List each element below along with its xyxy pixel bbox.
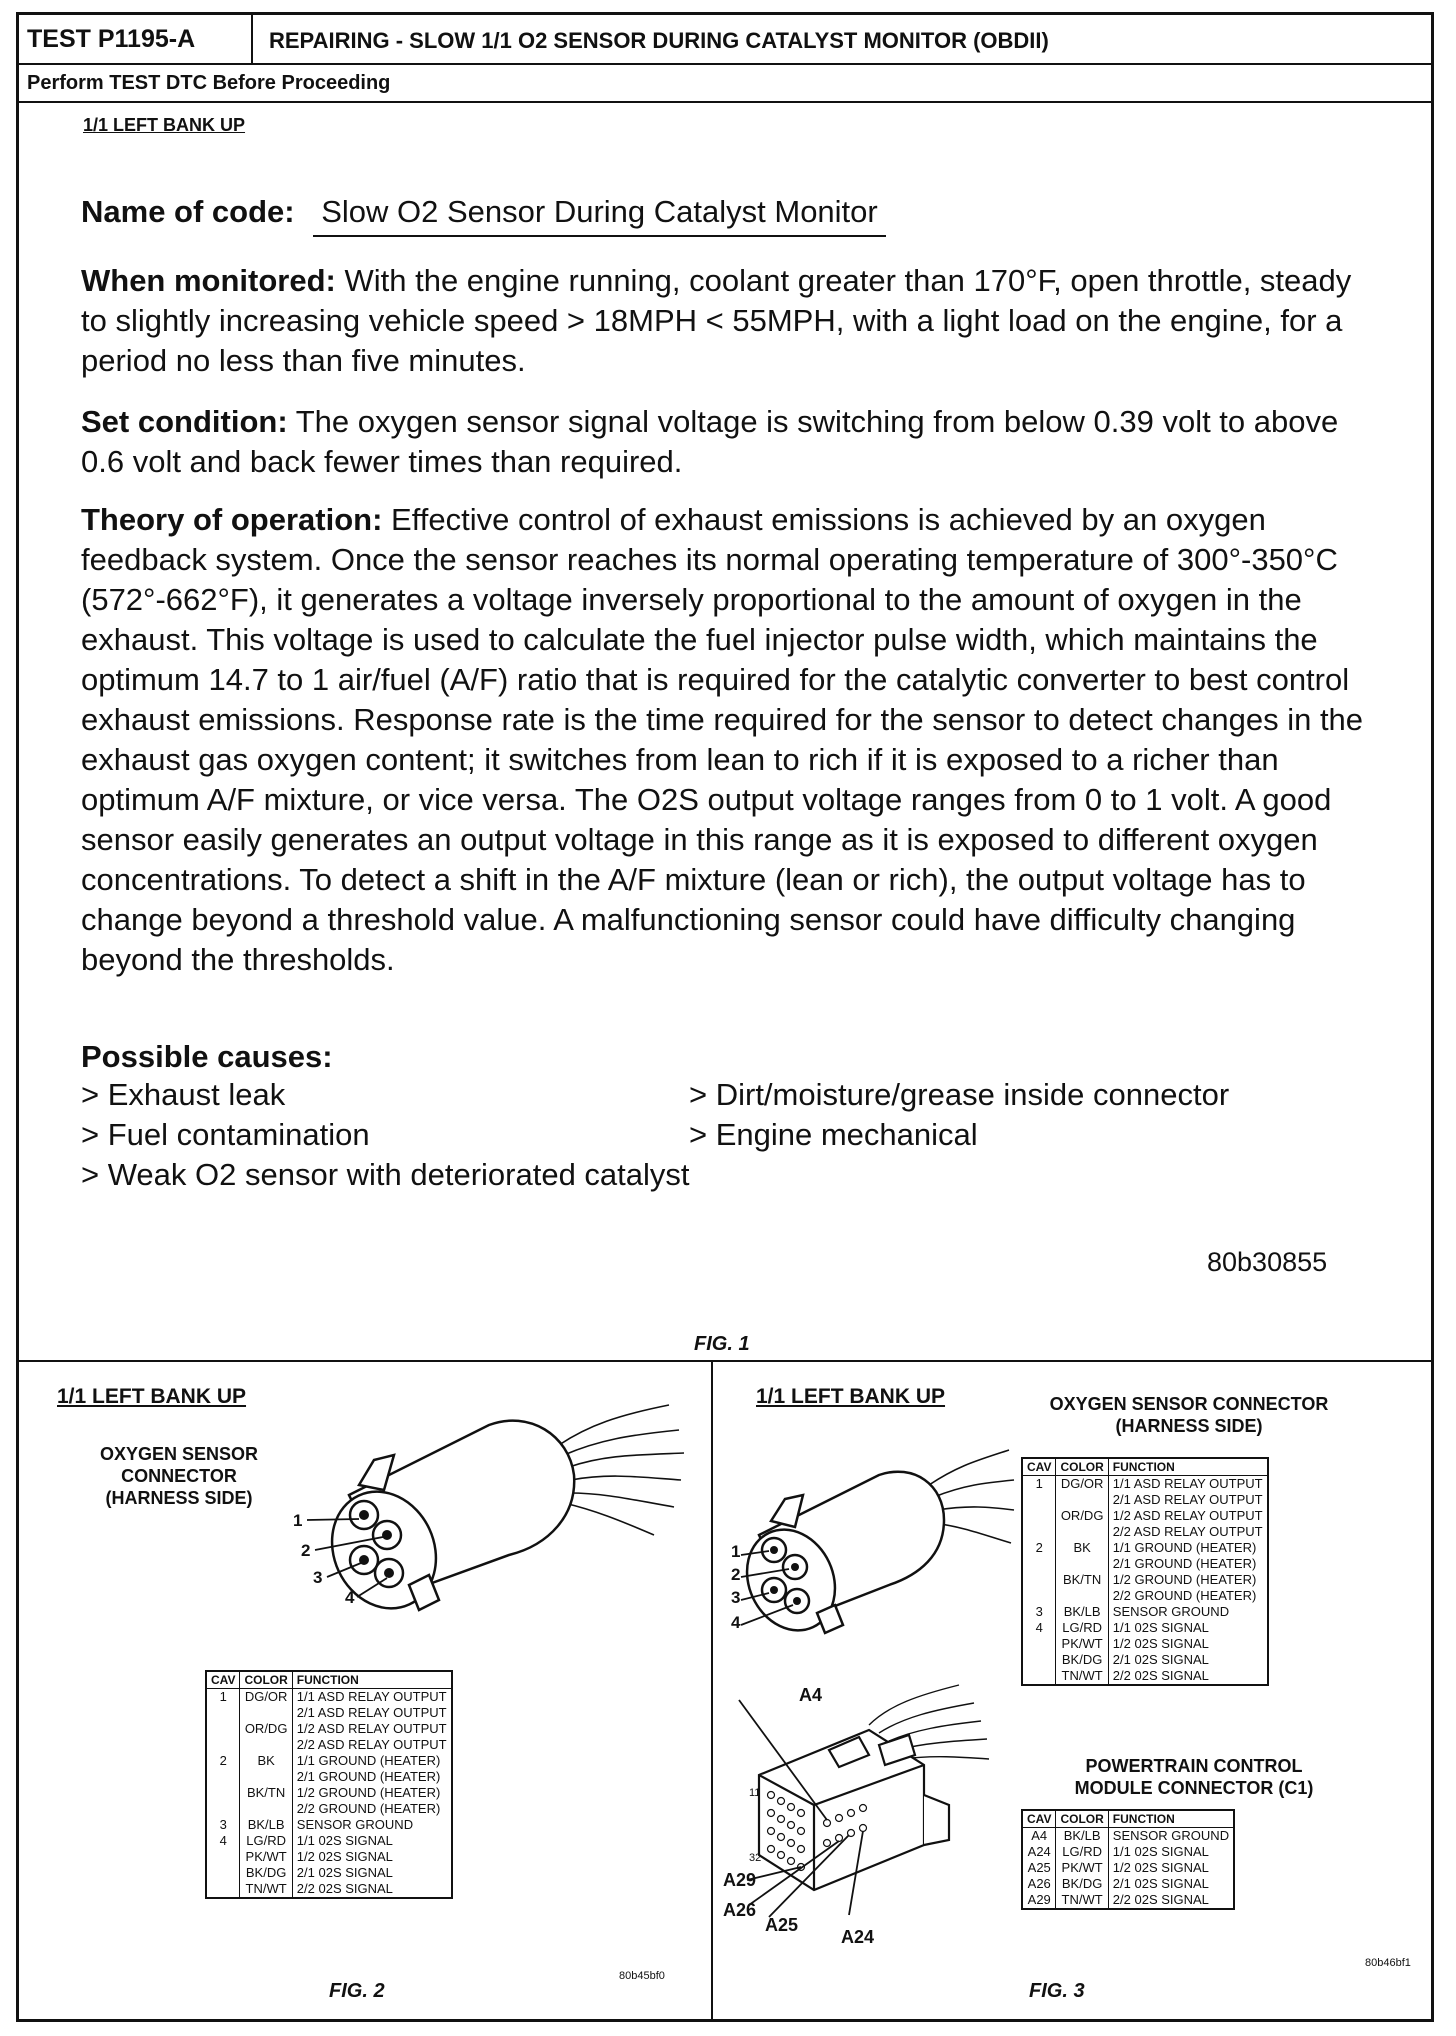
table-row <box>206 1689 452 1706</box>
pcm-pin-label: A4 <box>799 1685 823 1705</box>
fig2-cavity-table <box>205 1670 453 1899</box>
name-value: Slow O2 Sensor During Catalyst Monitor <box>313 192 886 237</box>
color-cell <box>1056 1492 1108 1508</box>
fig3-connector-drawing <box>719 1435 1019 1655</box>
table-row <box>206 1849 452 1865</box>
cav-cell: 3 <box>1022 1604 1056 1620</box>
pcm-pin-number: 32 <box>749 1852 762 1864</box>
function-cell: SENSOR GROUND <box>1108 1604 1267 1620</box>
reference-code: 80b30855 <box>1207 1247 1328 1277</box>
pin-label: 4 <box>731 1613 741 1632</box>
function-cell: 1/1 02S SIGNAL <box>292 1833 451 1849</box>
fig2-section-label: 1/1 LEFT BANK UP <box>57 1385 247 1408</box>
function-cell: 1/1 02S SIGNAL <box>1108 1620 1267 1636</box>
theory-text: Effective control of exhaust emissions is achieved by an oxygen feedback system. Once the sensor reaches its normal operating temperature of 300°-350°C (572°-662°F), it generates a voltage inversely proportional to the amount of oxygen in the exhaust. This voltage is used to calculate the fuel injector pulse width, which maintains the optimum 14.7 to 1 air/fuel (A/F) ratio that is required for the catalytic converter to best control exhaust emissions. Response rate is the time required for the sensor to detect changes in the exhaust gas oxygen content; it switches from lean to rich if it is exposed to a richer than optimum A/F mixture, or vice versa. The O2S output voltage ranges from 0 to 1 volt. A good sensor easily generates an output voltage in this range as it is exposed to different oxygen concentrations. To detect a shift in the A/F mixture (lean or rich), the output voltage has to change beyond a threshold value. A malfunctioning sensor could have difficulty changing beyond the thresholds. <box>81 502 1364 977</box>
function-cell: 1/1 02S SIGNAL <box>1108 1844 1234 1860</box>
function-cell: 1/2 02S SIGNAL <box>1108 1636 1267 1652</box>
color-cell <box>240 1705 292 1721</box>
fig3-o2-table <box>1021 1457 1269 1686</box>
test-id: TEST P1195-A <box>27 25 196 53</box>
fig3-pcm-table <box>1021 1809 1235 1910</box>
fig3-o2-title <box>1009 1393 1369 1437</box>
cav-cell <box>1022 1652 1056 1668</box>
cav-cell: 3 <box>206 1817 240 1833</box>
table-row <box>206 1753 452 1769</box>
subheader-row <box>19 65 1431 103</box>
cav-cell <box>1022 1572 1056 1588</box>
table-row <box>1022 1844 1234 1860</box>
cav-cell <box>1022 1588 1056 1604</box>
fig3-pcm-title <box>1034 1755 1354 1799</box>
table-header <box>1022 1810 1234 1828</box>
cav-cell: A24 <box>1022 1844 1056 1860</box>
cav-cell <box>1022 1636 1056 1652</box>
divider <box>19 1360 1431 1362</box>
cav-cell <box>206 1785 240 1801</box>
cav-cell <box>206 1881 240 1898</box>
color-cell: PK/WT <box>1056 1636 1108 1652</box>
cav-cell: A26 <box>1022 1876 1056 1892</box>
fig2-connector-label-line: OXYGEN SENSOR <box>99 1444 259 1464</box>
function-cell: 1/2 GROUND (HEATER) <box>1108 1572 1267 1588</box>
table-row <box>206 1705 452 1721</box>
function-cell: 2/2 GROUND (HEATER) <box>1108 1588 1267 1604</box>
table-row <box>1022 1828 1234 1845</box>
table-row <box>206 1769 452 1785</box>
fig2-connector-label-line: CONNECTOR <box>121 1466 237 1486</box>
table-row <box>1022 1668 1268 1685</box>
color-cell: TN/WT <box>240 1881 292 1898</box>
color-cell <box>1056 1588 1108 1604</box>
table-row <box>1022 1540 1268 1556</box>
color-cell: OR/DG <box>1056 1508 1108 1524</box>
function-cell: 2/2 ASD RELAY OUTPUT <box>1108 1524 1267 1540</box>
table-header <box>206 1671 452 1689</box>
header-row <box>19 15 1431 65</box>
table-row <box>1022 1524 1268 1540</box>
col-header: FUNCTION <box>1108 1810 1234 1828</box>
set-text: The oxygen sensor signal voltage is switching from below 0.39 volt to above 0.6 volt and back fewer times than required. <box>81 404 1339 479</box>
function-cell: 2/1 GROUND (HEATER) <box>1108 1556 1267 1572</box>
page-frame <box>16 12 1434 2022</box>
cause-item: > Exhaust leak <box>81 1077 286 1112</box>
color-cell: TN/WT <box>1056 1668 1108 1685</box>
pin-label: 1 <box>293 1511 303 1530</box>
table-row <box>206 1737 452 1753</box>
function-cell: 2/2 02S SIGNAL <box>1108 1668 1267 1685</box>
fig2-ref: 80b45bf0 <box>619 1970 665 1982</box>
function-cell: 2/1 02S SIGNAL <box>292 1865 451 1881</box>
when-label: When monitored: <box>81 263 336 298</box>
function-cell: SENSOR GROUND <box>1108 1828 1234 1845</box>
page-subtitle: Perform TEST DTC Before Proceeding <box>27 72 391 94</box>
section-label: 1/1 LEFT BANK UP <box>83 115 246 135</box>
pin-label: 4 <box>345 1588 355 1607</box>
cav-cell <box>1022 1524 1056 1540</box>
color-cell <box>1056 1524 1108 1540</box>
color-cell: BK/TN <box>240 1785 292 1801</box>
fig2-connector-label-line: (HARNESS SIDE) <box>105 1488 253 1508</box>
color-cell: BK/DG <box>1056 1876 1108 1892</box>
function-cell: 2/1 ASD RELAY OUTPUT <box>1108 1492 1267 1508</box>
fig3-section-label: 1/1 LEFT BANK UP <box>756 1385 946 1408</box>
header-divider <box>251 15 253 63</box>
name-label: Name of code: <box>81 194 295 229</box>
fig3-pcm-connector-drawing <box>719 1655 1019 1945</box>
function-cell: 1/1 ASD RELAY OUTPUT <box>1108 1476 1267 1493</box>
col-header: CAV <box>1022 1458 1056 1476</box>
col-header: FUNCTION <box>1108 1458 1267 1476</box>
color-cell: PK/WT <box>1056 1860 1108 1876</box>
theory-of-operation <box>81 500 1381 980</box>
col-header: COLOR <box>1056 1810 1108 1828</box>
color-cell: BK/LB <box>1056 1828 1108 1845</box>
cav-cell <box>1022 1556 1056 1572</box>
name-of-code <box>81 192 886 237</box>
cav-cell <box>206 1705 240 1721</box>
function-cell: 2/1 GROUND (HEATER) <box>292 1769 451 1785</box>
fig3-caption: FIG. 3 <box>1029 1980 1085 2002</box>
color-cell: BK/LB <box>1056 1604 1108 1620</box>
fig3-pcm-title-line: POWERTRAIN CONTROL <box>1085 1756 1303 1776</box>
color-cell: PK/WT <box>240 1849 292 1865</box>
cav-cell: A4 <box>1022 1828 1056 1845</box>
table-row <box>1022 1876 1234 1892</box>
table-row <box>1022 1572 1268 1588</box>
function-cell: 2/2 ASD RELAY OUTPUT <box>292 1737 451 1753</box>
cav-cell <box>206 1721 240 1737</box>
pin-label: 2 <box>301 1541 311 1560</box>
table-row <box>1022 1492 1268 1508</box>
function-cell: 1/2 GROUND (HEATER) <box>292 1785 451 1801</box>
pcm-pin-label: A25 <box>765 1915 799 1935</box>
connector-body-icon <box>731 1472 944 1645</box>
color-cell <box>240 1801 292 1817</box>
when-text: With the engine running, coolant greater than 170°F, open throttle, steady to slightly increasing vehicle speed > 18MPH < 55MPH, with a light load on the engine, for a period no less than five minutes. <box>81 263 1352 378</box>
color-cell: BK/DG <box>240 1865 292 1881</box>
color-cell <box>240 1769 292 1785</box>
color-cell <box>240 1737 292 1753</box>
cav-cell: 1 <box>206 1689 240 1706</box>
color-cell: OR/DG <box>240 1721 292 1737</box>
table-row <box>1022 1588 1268 1604</box>
color-cell: TN/WT <box>1056 1892 1108 1909</box>
col-header: FUNCTION <box>292 1671 451 1689</box>
table-row <box>206 1785 452 1801</box>
color-cell: DG/OR <box>240 1689 292 1706</box>
cav-cell <box>206 1865 240 1881</box>
pin-label: 3 <box>313 1568 323 1587</box>
cav-cell <box>206 1737 240 1753</box>
function-cell: 1/1 ASD RELAY OUTPUT <box>292 1689 451 1706</box>
color-cell <box>1056 1556 1108 1572</box>
function-cell: 1/2 02S SIGNAL <box>292 1849 451 1865</box>
function-cell: 1/2 ASD RELAY OUTPUT <box>1108 1508 1267 1524</box>
table-row <box>1022 1604 1268 1620</box>
figure-caption: FIG. 1 <box>694 1333 750 1355</box>
cause-item: > Fuel contamination <box>81 1117 370 1152</box>
cav-cell: 2 <box>1022 1540 1056 1556</box>
pcm-pin-label: A24 <box>841 1927 875 1947</box>
color-cell: LG/RD <box>1056 1844 1108 1860</box>
fig2-caption: FIG. 2 <box>329 1980 385 2002</box>
fig3-ref: 80b46bf1 <box>1365 1957 1411 1969</box>
divider <box>711 1360 713 2022</box>
table-row <box>1022 1620 1268 1636</box>
wires-icon <box>559 1405 684 1535</box>
pcm-pin-label: A26 <box>723 1900 757 1920</box>
table-header <box>1022 1458 1268 1476</box>
set-label: Set condition: <box>81 404 288 439</box>
color-cell: LG/RD <box>240 1833 292 1849</box>
table-row <box>1022 1892 1234 1909</box>
cause-item: > Engine mechanical <box>689 1117 978 1152</box>
function-cell: 1/1 GROUND (HEATER) <box>292 1753 451 1769</box>
causes-label: Possible causes: <box>81 1039 333 1074</box>
pcm-body-icon <box>759 1730 949 1890</box>
cav-cell: 2 <box>206 1753 240 1769</box>
table-row <box>1022 1556 1268 1572</box>
cav-cell: 1 <box>1022 1476 1056 1493</box>
pcm-pin-number: 11 <box>749 1787 761 1799</box>
table-row <box>1022 1652 1268 1668</box>
table-row <box>206 1801 452 1817</box>
cav-cell: A29 <box>1022 1892 1056 1909</box>
fig3-pcm-title-line: MODULE CONNECTOR (C1) <box>1074 1778 1314 1798</box>
pin-label: 3 <box>731 1588 741 1607</box>
table-row <box>1022 1476 1268 1493</box>
function-cell: 2/1 02S SIGNAL <box>1108 1652 1267 1668</box>
cav-cell <box>206 1769 240 1785</box>
function-cell: 1/1 GROUND (HEATER) <box>1108 1540 1267 1556</box>
cav-cell <box>1022 1492 1056 1508</box>
color-cell: LG/RD <box>1056 1620 1108 1636</box>
color-cell: BK <box>1056 1540 1108 1556</box>
function-cell: 2/2 02S SIGNAL <box>292 1881 451 1898</box>
page-title: REPAIRING - SLOW 1/1 O2 SENSOR DURING CATALYST MONITOR (OBDII) <box>269 28 1049 53</box>
color-cell: BK <box>240 1753 292 1769</box>
fig2-connector-label <box>79 1443 279 1509</box>
pin-label: 1 <box>731 1542 741 1561</box>
set-condition <box>81 402 1381 482</box>
cav-cell: A25 <box>1022 1860 1056 1876</box>
table-row <box>206 1817 452 1833</box>
cav-cell <box>1022 1668 1056 1685</box>
table-row <box>206 1865 452 1881</box>
cause-item: > Dirt/moisture/grease inside connector <box>689 1077 1230 1112</box>
function-cell: 2/2 02S SIGNAL <box>1108 1892 1234 1909</box>
when-monitored <box>81 261 1381 381</box>
color-cell: BK/TN <box>1056 1572 1108 1588</box>
color-cell: BK/DG <box>1056 1652 1108 1668</box>
cause-item: > Weak O2 sensor with deteriorated catalyst <box>81 1157 690 1192</box>
table-row <box>1022 1636 1268 1652</box>
color-cell: BK/LB <box>240 1817 292 1833</box>
function-cell: 2/1 02S SIGNAL <box>1108 1876 1234 1892</box>
cav-cell: 4 <box>206 1833 240 1849</box>
col-header: COLOR <box>240 1671 292 1689</box>
fig3-o2-title-line: OXYGEN SENSOR CONNECTOR <box>1049 1394 1329 1414</box>
cav-cell <box>206 1801 240 1817</box>
fig3-o2-title-line: (HARNESS SIDE) <box>1115 1416 1263 1436</box>
table-row <box>1022 1508 1268 1524</box>
table-row <box>1022 1860 1234 1876</box>
function-cell: 1/2 ASD RELAY OUTPUT <box>292 1721 451 1737</box>
pin-label: 2 <box>731 1565 741 1584</box>
function-cell: 1/2 02S SIGNAL <box>1108 1860 1234 1876</box>
fig2-connector-drawing <box>289 1385 689 1655</box>
cav-cell: 4 <box>1022 1620 1056 1636</box>
function-cell: 2/1 ASD RELAY OUTPUT <box>292 1705 451 1721</box>
col-header: CAV <box>1022 1810 1056 1828</box>
table-row <box>206 1833 452 1849</box>
function-cell: SENSOR GROUND <box>292 1817 451 1833</box>
cav-cell <box>206 1849 240 1865</box>
pcm-pin-label: A29 <box>723 1870 757 1890</box>
col-header: CAV <box>206 1671 240 1689</box>
table-row <box>206 1721 452 1737</box>
theory-label: Theory of operation: <box>81 502 383 537</box>
table-row <box>206 1881 452 1898</box>
color-cell: DG/OR <box>1056 1476 1108 1493</box>
cav-cell <box>1022 1508 1056 1524</box>
col-header: COLOR <box>1056 1458 1108 1476</box>
function-cell: 2/2 GROUND (HEATER) <box>292 1801 451 1817</box>
